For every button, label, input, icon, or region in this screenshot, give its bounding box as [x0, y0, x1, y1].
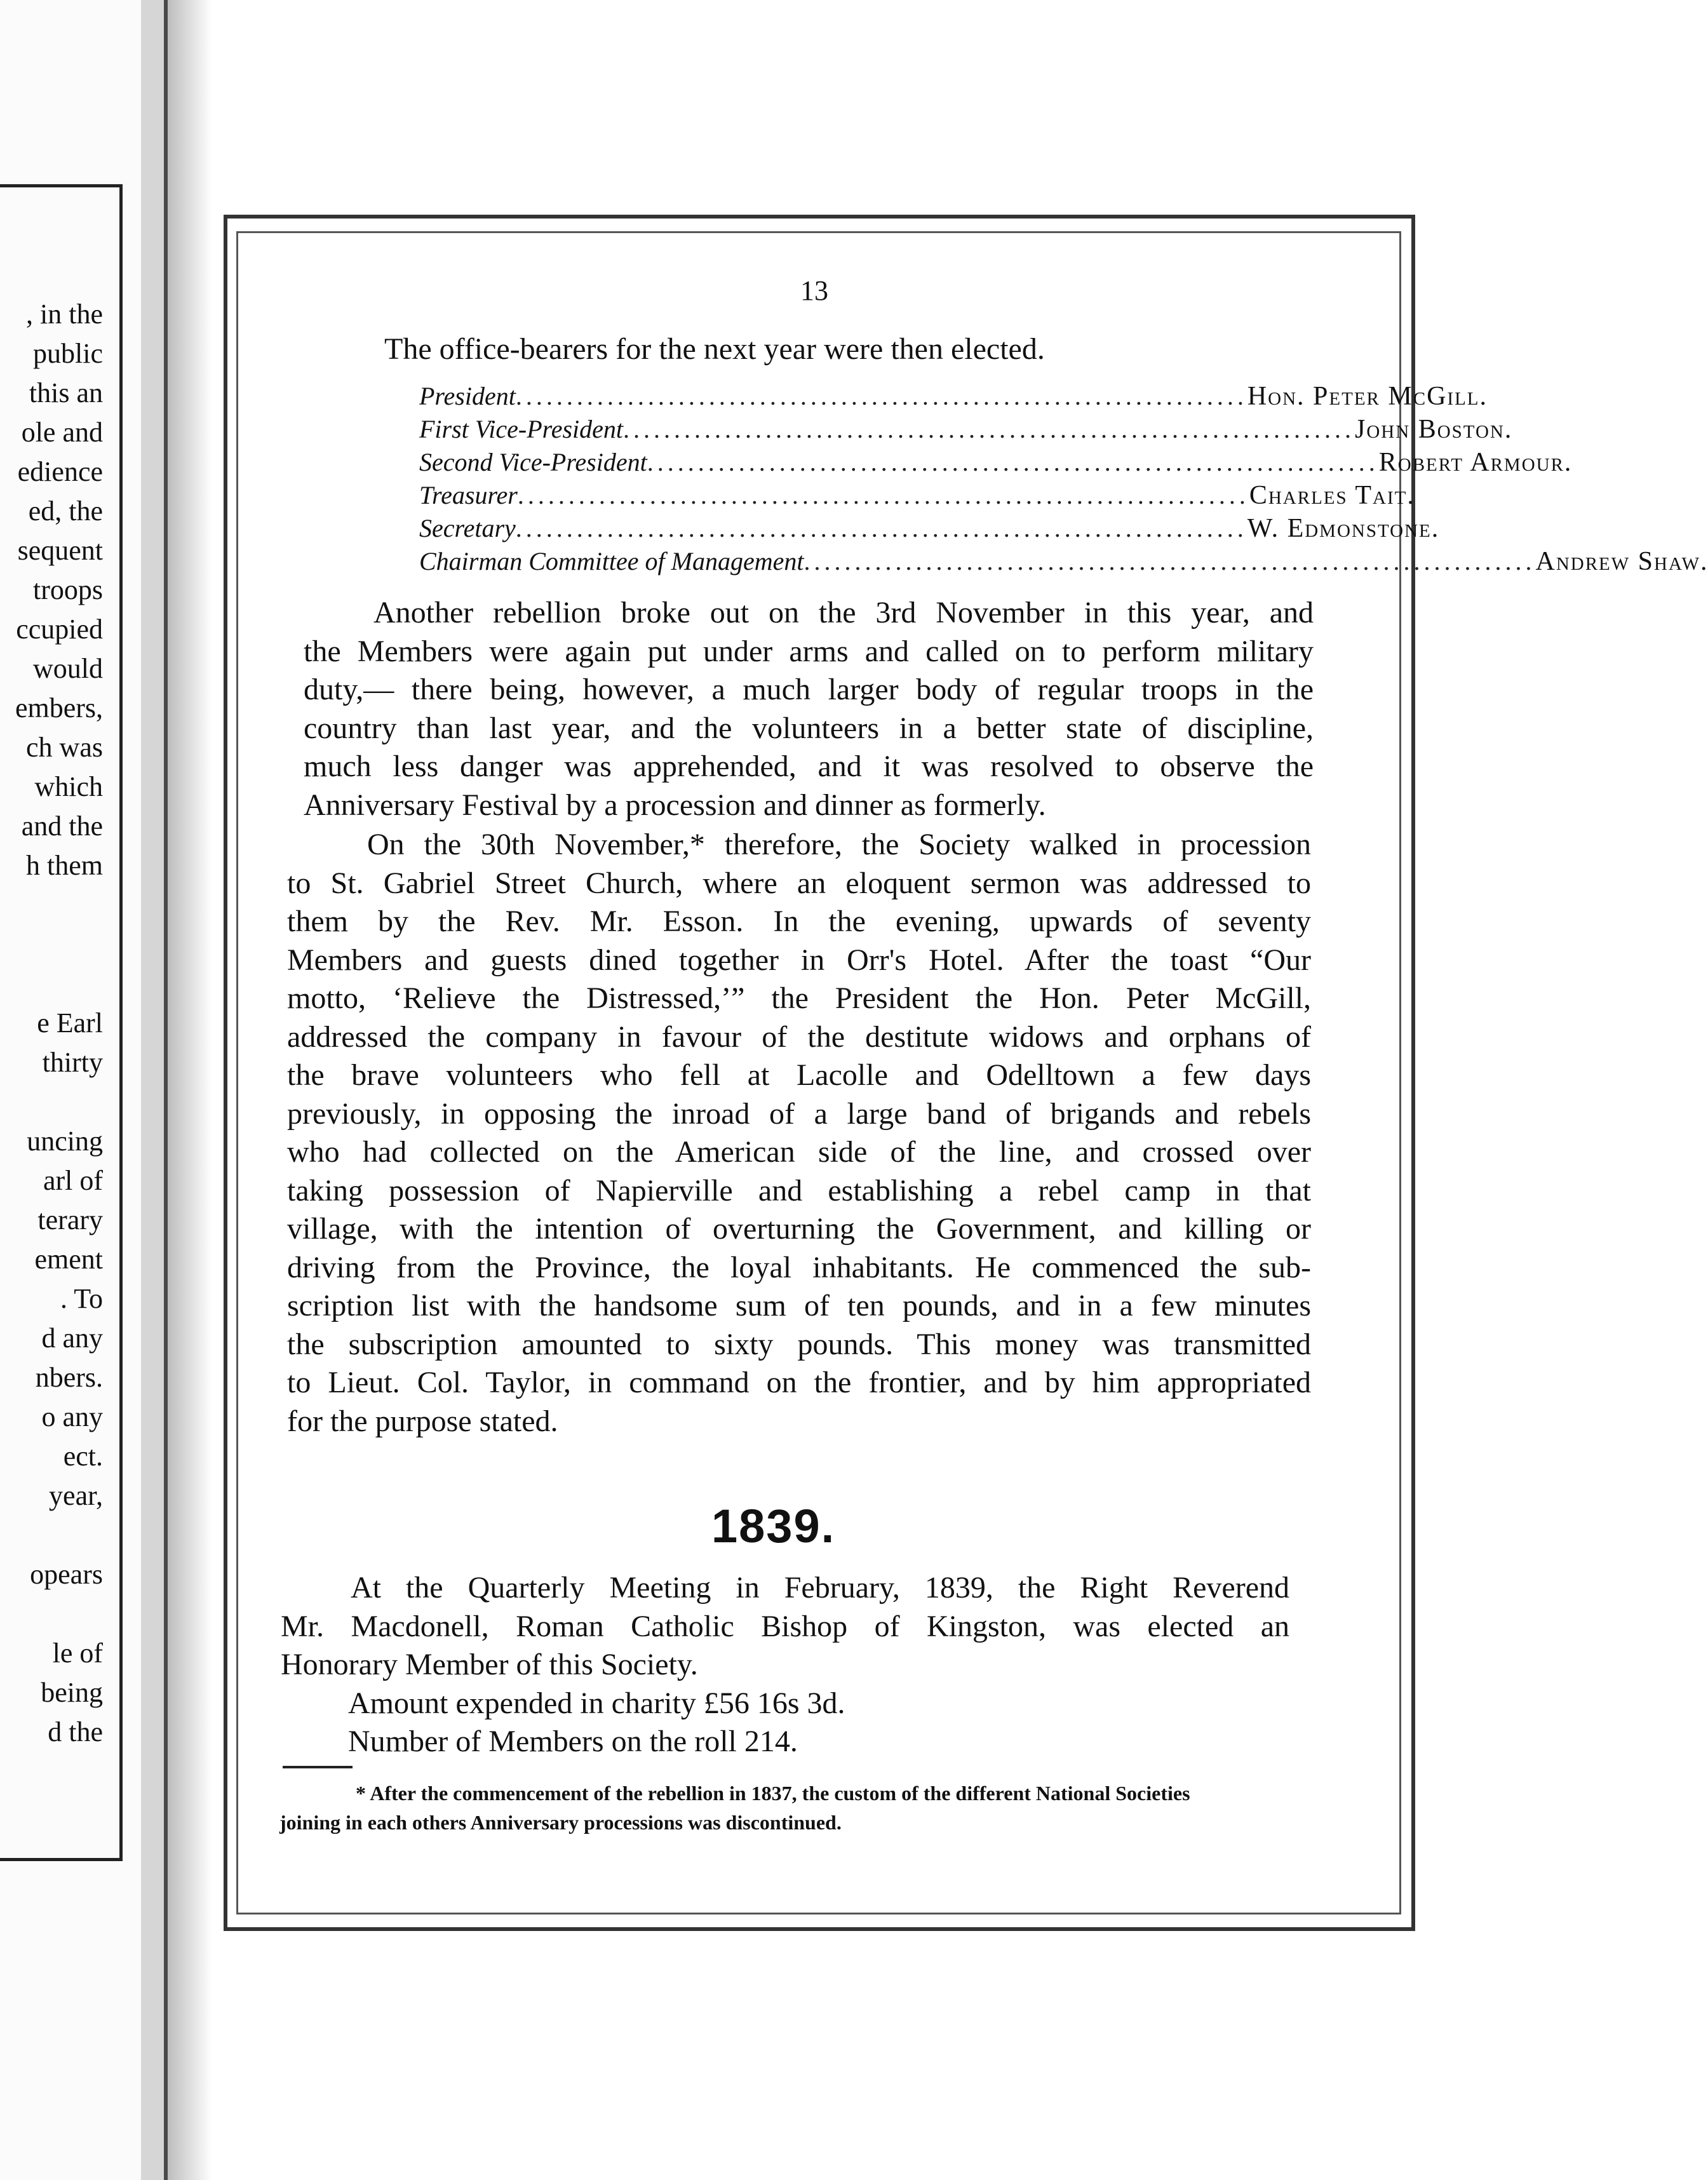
paragraph-line: driving from the Province, the loyal inhabitants. He commenced the sub- [287, 1250, 1311, 1284]
paragraph-line: Members and guests dined together in Orr's Hotel. After the toast “Our [287, 943, 1311, 977]
officer-role: Second Vice-President [419, 448, 647, 476]
paragraph-line: scription list with the handsome sum of ten pounds, and in a few minutes [287, 1289, 1311, 1322]
officer-row [419, 381, 1488, 414]
footnote [279, 1779, 1283, 1837]
left-page-fragment: e Earl [37, 1007, 103, 1039]
gutter-shadow [168, 0, 212, 2180]
left-page-fragment: ement [34, 1244, 103, 1275]
leader-dots: ........................................................................ [515, 514, 1247, 542]
paragraph-line: for the purpose stated. [287, 1404, 558, 1438]
book-spine [141, 0, 164, 2180]
members-line: Number of Members on the roll 214. [348, 1725, 798, 1758]
left-page-fragment: edience [17, 456, 103, 487]
left-page-fragment: embers, [15, 692, 103, 723]
left-facing-page [0, 0, 141, 2180]
left-page-fragment: being [41, 1677, 103, 1708]
paragraph-line: On the 30th November,* therefore, the Society walked in procession [367, 828, 1311, 861]
officer-role: First Vice-President [419, 415, 624, 443]
left-page-fragment: le of [52, 1638, 103, 1669]
paragraph-line: Another rebellion broke out on the 3rd November in this year, and [373, 596, 1314, 629]
paragraph-line: motto, ‘Relieve the Distressed,’” the President the Hon. Peter McGill, [287, 981, 1311, 1015]
left-page-fragment: d any [41, 1322, 103, 1354]
paragraph-line: previously, in opposing the inroad of a large band of brigands and rebels [287, 1096, 1311, 1131]
left-page-fragment: h them [26, 850, 103, 881]
left-page-fragment: sequent [17, 535, 103, 566]
left-page-fragment: ch was [26, 732, 103, 763]
paragraph-line: Honorary Member of this Society. [281, 1648, 698, 1681]
paragraph-line: taking possession of Napierville and establishing a rebel camp in that [287, 1173, 1311, 1208]
left-page-fragment: public [33, 338, 103, 369]
left-page-fragment: year, [49, 1480, 103, 1511]
paragraph-line: who had collected on the American side of the line, and crossed over [287, 1135, 1311, 1169]
officer-row [419, 513, 1440, 546]
paragraph-line: Mr. Macdonell, Roman Catholic Bishop of Kingston, was elected an [281, 1609, 1289, 1643]
paragraph-line: them by the Rev. Mr. Esson. In the evening, upwards of seventy [287, 905, 1311, 938]
paragraph-line: village, with the intention of overturning the Government, and killing or [287, 1212, 1311, 1246]
paragraph-procession [287, 826, 1311, 1441]
leader-dots: ........................................................................ [515, 382, 1247, 410]
paragraph-rebellion [304, 594, 1314, 824]
page-number: 13 [800, 275, 828, 306]
left-page-fragment: d the [48, 1716, 103, 1747]
left-page-fragment: thirty [42, 1047, 103, 1078]
officer-role: Treasurer [419, 481, 518, 509]
left-page-fragment: and the [21, 811, 103, 842]
left-page-fragment: this an [29, 377, 103, 408]
footnote-line: * After the commencement of the rebellion in 1837, the custom of the different National Societies [356, 1782, 1190, 1805]
officers-list [419, 381, 1708, 579]
year-heading: 1839. [711, 1500, 836, 1552]
left-page-fragment: troops [33, 574, 103, 605]
officer-row [419, 447, 1573, 480]
footnote-line: joining in each others Anniversary processions was discontinued. [279, 1811, 842, 1834]
left-page-fragment: o any [41, 1401, 103, 1432]
left-page-fragment: ect. [63, 1441, 103, 1472]
paragraph-line: to St. Gabriel Street Church, where an eloquent sermon was addressed to [287, 866, 1311, 900]
paragraph-line: duty,— there being, however, a much larger body of regular troops in the [304, 673, 1314, 706]
officer-role: Secretary [419, 514, 516, 542]
paragraph-line: country than last year, and the volunteers in a better state of discipline, [304, 711, 1314, 745]
officer-row [419, 480, 1415, 513]
left-page-fragment: terary [37, 1204, 103, 1235]
leader-dots: ........................................................................ [623, 415, 1355, 443]
left-page-fragment: ole and [21, 417, 103, 448]
officer-name: Andrew Shaw. [1535, 547, 1708, 576]
leader-dots: ........................................................................ [804, 547, 1536, 575]
officer-name: Charles Tait. [1249, 481, 1415, 510]
paragraph-1839 [281, 1569, 1289, 1685]
officer-name: John Boston. [1355, 415, 1513, 444]
paragraph-line: to Lieut. Col. Taylor, in command on the frontier, and by him appropriated [287, 1366, 1311, 1399]
left-page-fragment: opears [30, 1559, 103, 1590]
left-page-fragment: arl of [43, 1165, 103, 1196]
leader-dots: ........................................................................ [647, 448, 1379, 476]
paragraph-line: addressed the company in favour of the destitute widows and orphans of [287, 1019, 1311, 1054]
footnote-rule [283, 1766, 353, 1768]
paragraph-line: Anniversary Festival by a procession and dinner as formerly. [304, 788, 1046, 822]
left-page-fragment: ccupied [16, 614, 103, 645]
officer-row [419, 546, 1708, 579]
charity-line: Amount expended in charity £56 16s 3d. [348, 1686, 845, 1720]
paragraph-line: At the Quarterly Meeting in February, 1839, the Right Reverend [351, 1571, 1289, 1605]
left-page-fragment: would [33, 653, 103, 684]
left-page-fragment: , in the [26, 299, 103, 330]
officer-name: W. Edmonstone. [1247, 514, 1440, 543]
officer-name: Hon. Peter McGill. [1247, 382, 1488, 411]
officer-name: Robert Armour. [1378, 448, 1573, 477]
paragraph-line: the brave volunteers who fell at Lacolle and Odelltown a few days [287, 1058, 1311, 1092]
paragraph-line: the subscription amounted to sixty pounds. This money was transmitted [287, 1327, 1311, 1361]
officer-role: President [419, 382, 516, 410]
paragraph-line: much less danger was apprehended, and it was resolved to observe the [304, 750, 1314, 783]
left-page-fragment: ed, the [28, 495, 103, 527]
officer-role: Chairman Committee of Management [419, 547, 804, 575]
left-page-fragment: . To [60, 1283, 103, 1314]
left-page-fragment: uncing [27, 1126, 103, 1157]
leader-dots: ........................................................................ [517, 481, 1249, 509]
intro-line: The office-bearers for the next year were then elected. [384, 332, 1045, 366]
officer-row [419, 414, 1513, 447]
left-page-fragment: which [34, 771, 103, 802]
paragraph-line: the Members were again put under arms and called on to perform military [304, 634, 1314, 668]
left-page-fragment: nbers. [35, 1362, 103, 1393]
